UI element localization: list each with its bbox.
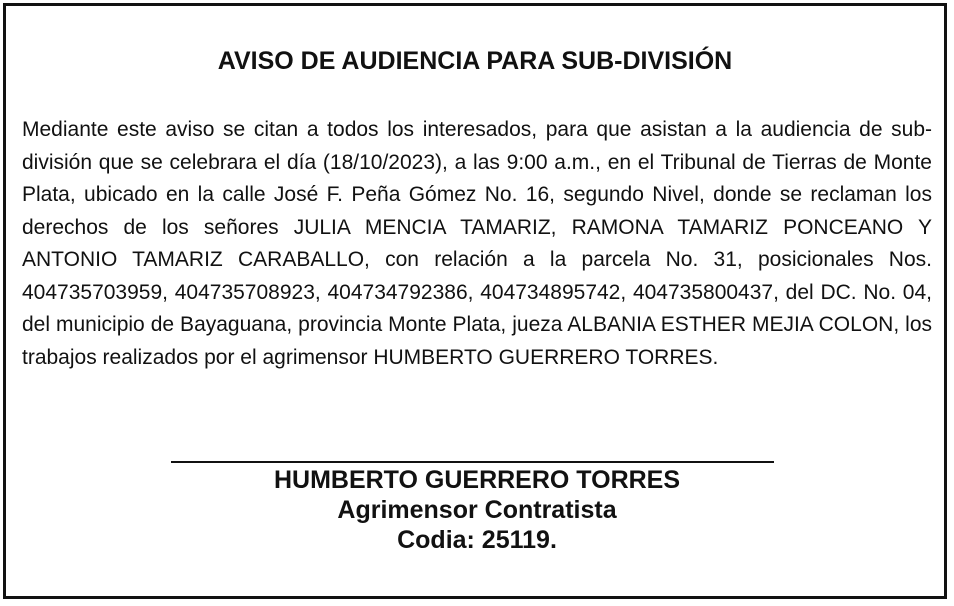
notice-body: Mediante este aviso se citan a todos los interesados, para que asistan a la audiencia de sub-división que se celebrara el día (18/10/2023), a las 9:00 a.m., en el Tribunal de Tierras de Monte Plata, ubicado en la calle José F. Peña Gómez No. 16, segundo Nivel, donde se reclaman los derechos de los señores JULIA MENCIA TAMARIZ, RAMONA TAMARIZ PONCEANO Y ANTONIO TAMARIZ CARABALLO, con relación a la parcela No. 31, posicionales Nos. 404735703959, 404735708923, 404734792386, 404734895742, 404735800437, del DC. No. 04, del municipio de Bayaguana, provincia Monte Plata, jueza ALBANIA ESTHER MEJIA COLON, los trabajos realizados por el agrimensor HUMBERTO GUERRERO TORRES.	[22, 118, 932, 369]
signatory-codia: Codia: 25119.	[397, 526, 557, 554]
notice-title: AVISO DE AUDIENCIA PARA SUB-DIVISIÓN	[217, 47, 733, 75]
signature-block	[0, 465, 954, 555]
signatory-name: HUMBERTO GUERRERO TORRES	[273, 466, 681, 494]
signature-line	[171, 461, 774, 463]
signatory-role: Agrimensor Contratista	[337, 496, 617, 524]
